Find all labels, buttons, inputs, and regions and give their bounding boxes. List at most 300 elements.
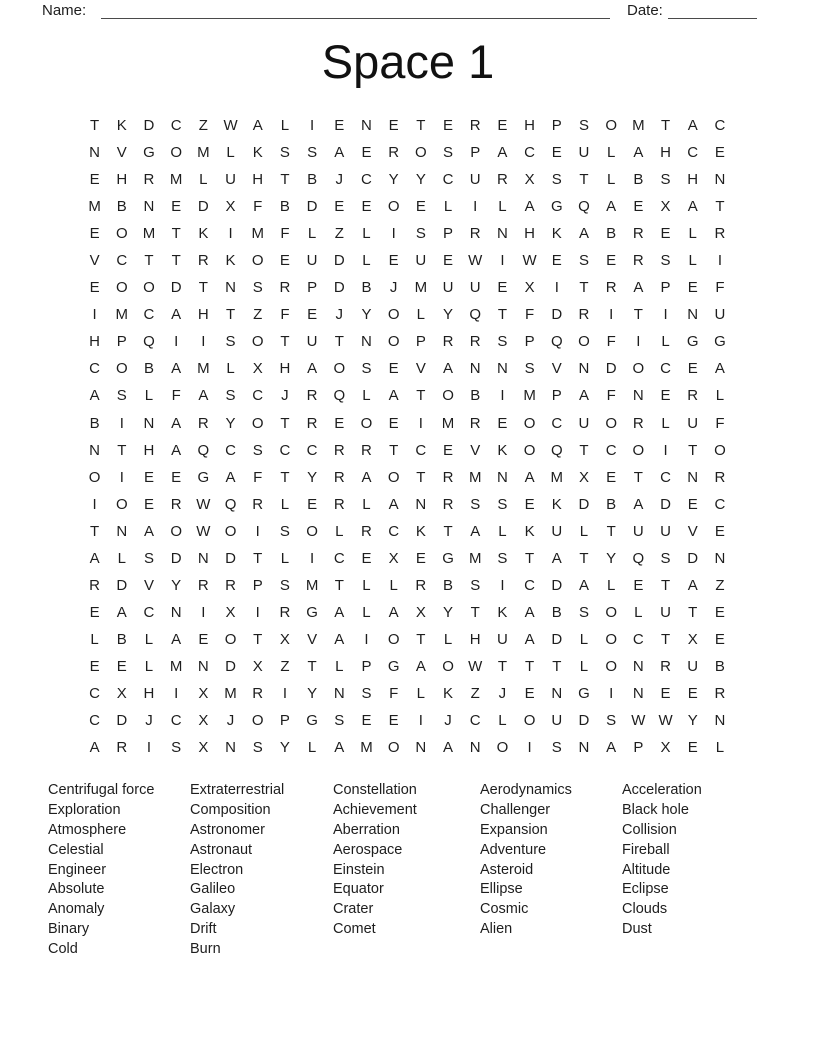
grid-cell: D	[197, 198, 209, 216]
grid-cell: S	[415, 225, 426, 243]
grid-cell: A	[524, 198, 535, 216]
grid-cell: A	[171, 630, 182, 648]
grid-cell: D	[687, 549, 699, 567]
grid-cell: J	[498, 685, 507, 702]
grid-cell: A	[361, 468, 372, 486]
grid-cell: Q	[143, 333, 155, 351]
grid-cell: S	[361, 360, 372, 378]
grid-cell: S	[578, 117, 589, 135]
grid-cell: D	[551, 576, 563, 594]
grid-cell: R	[415, 576, 427, 594]
grid-cell: F	[253, 468, 263, 486]
grid-cell: I	[310, 549, 315, 567]
word-item: Comet	[333, 921, 376, 938]
name-label: Name:	[42, 2, 87, 19]
grid-cell: O	[442, 387, 454, 405]
grid-cell: E	[415, 198, 426, 216]
grid-cell: E	[388, 117, 399, 135]
grid-cell: Q	[333, 387, 346, 405]
grid-cell: L	[606, 576, 616, 594]
grid-cell: U	[469, 171, 481, 189]
grid-cell: A	[334, 630, 345, 648]
grid-cell: H	[524, 225, 536, 243]
grid-cell: A	[89, 739, 100, 757]
grid-cell: I	[255, 603, 260, 621]
grid-cell: A	[116, 603, 127, 621]
grid-cell: X	[687, 630, 698, 648]
grid-cell: N	[578, 739, 590, 757]
grid-cell: Z	[334, 225, 344, 243]
grid-cell: A	[606, 198, 617, 216]
grid-cell: L	[688, 225, 697, 243]
grid-cell: P	[116, 333, 127, 351]
grid-cell: Z	[280, 657, 290, 675]
grid-cell: R	[252, 685, 264, 702]
grid-cell: C	[442, 171, 454, 189]
grid-cell: D	[551, 306, 563, 324]
grid-cell: C	[143, 603, 155, 621]
grid-cell: T	[280, 414, 290, 432]
grid-cell: O	[251, 712, 264, 730]
grid-cell: F	[606, 387, 616, 405]
grid-cell: L	[606, 171, 616, 189]
grid-cell: L	[280, 117, 290, 135]
grid-cell: N	[551, 685, 563, 702]
grid-cell: B	[443, 576, 454, 594]
grid-cell: T	[579, 171, 589, 189]
grid-cell: E	[524, 495, 535, 513]
grid-cell: E	[606, 468, 617, 486]
grid-cell: A	[171, 306, 182, 324]
grid-cell: Y	[361, 306, 372, 324]
grid-cell: E	[443, 252, 454, 270]
grid-cell: X	[660, 739, 671, 757]
grid-cell: A	[524, 630, 535, 648]
grid-cell: Q	[550, 441, 563, 459]
grid-cell: S	[252, 739, 263, 757]
grid-cell: X	[252, 657, 263, 675]
grid-cell: T	[171, 225, 181, 243]
word-item: Galaxy	[190, 901, 236, 918]
grid-cell: U	[442, 279, 454, 297]
grid-cell: K	[225, 252, 236, 270]
word-item: Altitude	[622, 861, 671, 878]
grid-cell: A	[225, 468, 236, 486]
grid-cell: O	[170, 522, 182, 540]
grid-cell: S	[551, 739, 562, 757]
grid-cell: L	[335, 657, 344, 675]
word-item: Exploration	[48, 801, 121, 818]
grid-cell: M	[550, 468, 564, 486]
grid-cell: E	[714, 603, 725, 621]
grid-cell: E	[660, 685, 671, 702]
grid-cell: T	[117, 441, 127, 459]
grid-cell: D	[605, 360, 617, 378]
grid-cell: E	[361, 549, 372, 567]
grid-cell: G	[442, 549, 454, 567]
grid-cell: T	[253, 630, 263, 648]
grid-cell: I	[500, 576, 505, 594]
grid-cell: C	[415, 441, 427, 459]
grid-cell: L	[498, 198, 507, 216]
word-item: Centrifugal force	[48, 782, 155, 798]
grid-cell: I	[228, 225, 233, 243]
date-fill-line	[668, 0, 757, 19]
grid-cell: I	[609, 685, 614, 702]
grid-cell: K	[524, 522, 535, 540]
grid-cell: Y	[307, 685, 318, 702]
grid-cell: M	[88, 198, 101, 216]
grid-cell: C	[225, 441, 236, 459]
grid-cell: P	[252, 576, 263, 594]
grid-cell: A	[89, 387, 100, 405]
grid-cell: T	[171, 252, 181, 270]
grid-cell: N	[415, 495, 427, 513]
grid-cell: L	[579, 657, 589, 675]
grid-cell: P	[524, 333, 535, 351]
grid-cell: R	[578, 306, 590, 324]
grid-cell: I	[663, 441, 668, 459]
grid-cell: H	[660, 144, 671, 162]
grid-cell: M	[197, 144, 210, 162]
grid-cell: D	[578, 712, 590, 730]
grid-cell: N	[116, 522, 128, 540]
grid-cell: S	[578, 603, 589, 621]
grid-cell: J	[281, 387, 289, 405]
grid-cell: S	[497, 333, 508, 351]
grid-cell: T	[225, 306, 236, 324]
grid-cell: D	[306, 198, 318, 216]
word-item: Celestial	[48, 841, 104, 858]
grid-cell: S	[470, 576, 481, 594]
word-item: Achievement	[333, 801, 417, 818]
grid-cell: T	[633, 468, 643, 486]
grid-cell: T	[144, 252, 154, 270]
grid-cell: T	[470, 603, 480, 621]
grid-cell: C	[551, 414, 563, 432]
grid-cell: L	[579, 522, 589, 540]
grid-cell: E	[89, 657, 100, 675]
word-item: Electron	[190, 861, 244, 878]
grid-cell: T	[334, 333, 344, 351]
grid-cell: G	[686, 333, 699, 351]
grid-cell: S	[252, 441, 263, 459]
grid-cell: E	[89, 279, 100, 297]
grid-cell: N	[496, 360, 508, 378]
grid-cell: N	[469, 739, 481, 757]
grid-cell: O	[387, 630, 400, 648]
grid-cell: D	[333, 252, 345, 270]
word-column	[333, 781, 417, 940]
grid-cell: A	[524, 603, 535, 621]
grid-cell: Z	[198, 117, 208, 135]
grid-cell: O	[387, 333, 400, 351]
grid-cell: E	[198, 630, 209, 648]
grid-cell: L	[661, 414, 670, 432]
grid-cell: T	[389, 441, 399, 459]
grid-cell: X	[388, 549, 399, 567]
grid-cell: M	[115, 306, 129, 324]
grid-cell: X	[116, 685, 127, 702]
grid-cell: R	[306, 387, 318, 405]
grid-cell: T	[633, 306, 643, 324]
grid-cell: B	[606, 225, 617, 243]
grid-cell: E	[334, 117, 345, 135]
word-item: Fireball	[622, 841, 670, 858]
grid-cell: S	[443, 144, 454, 162]
grid-cell: Z	[715, 576, 725, 594]
grid-cell: A	[443, 739, 454, 757]
grid-cell: B	[361, 279, 372, 297]
grid-cell: R	[252, 495, 264, 513]
grid-cell: J	[145, 712, 153, 730]
grid-cell: R	[197, 252, 209, 270]
grid-cell: S	[660, 549, 671, 567]
word-item: Absolute	[48, 881, 105, 898]
grid-cell: O	[143, 279, 155, 297]
grid-cell: F	[715, 414, 725, 432]
word-item: Alien	[480, 921, 513, 938]
word-column	[622, 781, 702, 940]
grid-cell: B	[633, 171, 644, 189]
grid-cell: O	[115, 225, 128, 243]
grid-cell: C	[605, 441, 617, 459]
word-item: Astronaut	[190, 841, 253, 858]
word-item: Equator	[333, 881, 384, 898]
grid-cell: A	[714, 360, 725, 378]
grid-cell: I	[255, 522, 260, 540]
grid-cell: T	[497, 306, 507, 324]
grid-cell: B	[116, 198, 127, 216]
grid-cell: K	[551, 225, 562, 243]
grid-cell: U	[660, 603, 671, 621]
grid-cell: T	[660, 630, 671, 648]
grid-cell: S	[470, 495, 481, 513]
grid-cell: I	[500, 387, 505, 405]
grid-cell: L	[715, 387, 725, 405]
grid-cell: I	[174, 333, 179, 351]
grid-cell: A	[143, 522, 154, 540]
grid-cell: M	[414, 279, 428, 297]
grid-cell: L	[606, 144, 616, 162]
grid-cell: R	[442, 333, 454, 351]
grid-cell: L	[362, 252, 371, 270]
word-item: Clouds	[622, 901, 668, 918]
grid-cell: N	[714, 549, 726, 567]
grid-cell: O	[523, 414, 536, 432]
grid-cell: C	[89, 360, 101, 378]
grid-cell: W	[468, 657, 483, 675]
grid-cell: U	[496, 630, 508, 648]
grid-cell: E	[279, 252, 290, 270]
grid-cell: T	[280, 171, 290, 189]
grid-cell: E	[143, 495, 154, 513]
grid-cell: O	[387, 306, 400, 324]
grid-cell: A	[171, 441, 182, 459]
grid-cell: T	[660, 576, 671, 594]
grid-cell: H	[469, 630, 481, 648]
grid-cell: Q	[578, 198, 590, 216]
grid-cell: T	[443, 522, 453, 540]
grid-cell: C	[660, 360, 671, 378]
grid-cell: I	[717, 252, 722, 270]
grid-cell: U	[687, 657, 699, 675]
grid-cell: D	[551, 630, 563, 648]
grid-cell: L	[144, 630, 154, 648]
grid-cell: O	[605, 117, 617, 135]
grid-cell: E	[388, 360, 399, 378]
grid-cell: O	[387, 468, 400, 486]
grid-cell: O	[496, 739, 509, 757]
grid-cell: X	[279, 630, 290, 648]
grid-cell: N	[170, 603, 182, 621]
grid-cell: R	[361, 522, 372, 540]
grid-cell: L	[280, 549, 290, 567]
grid-cell: Z	[253, 306, 263, 324]
word-item: Constellation	[333, 782, 417, 798]
grid-cell: O	[115, 360, 128, 378]
grid-cell: P	[551, 117, 562, 135]
grid-cell: A	[633, 144, 644, 162]
grid-cell: E	[660, 225, 671, 243]
grid-cell: C	[333, 549, 345, 567]
grid-cell: R	[469, 225, 481, 243]
grid-cell: M	[360, 739, 373, 757]
grid-cell: S	[225, 333, 236, 351]
grid-cell: D	[660, 495, 671, 513]
grid-cell: F	[389, 685, 399, 702]
grid-cell: R	[361, 441, 372, 459]
grid-cell: O	[251, 414, 264, 432]
grid-cell: I	[92, 495, 97, 513]
grid-cell: O	[88, 468, 101, 486]
grid-cell: L	[362, 576, 371, 594]
grid-cell: Q	[469, 306, 482, 324]
grid-cell: C	[89, 685, 101, 702]
grid-cell: Y	[307, 468, 318, 486]
grid-cell: T	[307, 657, 317, 675]
grid-cell: N	[143, 414, 155, 432]
grid-cell: Q	[197, 441, 210, 459]
grid-cell: Y	[388, 171, 399, 189]
grid-cell: U	[551, 712, 563, 730]
grid-cell: B	[279, 198, 290, 216]
word-column	[190, 781, 284, 960]
grid-cell: C	[524, 576, 536, 594]
grid-cell: E	[687, 685, 698, 702]
grid-cell: I	[554, 279, 559, 297]
grid-cell: X	[198, 712, 209, 730]
grid-cell: E	[388, 252, 399, 270]
grid-cell: L	[661, 333, 670, 351]
grid-cell: A	[388, 387, 399, 405]
grid-cell: R	[442, 495, 454, 513]
grid-cell: S	[524, 360, 535, 378]
grid-cell: M	[468, 549, 482, 567]
grid-cell: S	[497, 549, 508, 567]
grid-cell: K	[551, 495, 562, 513]
grid-cell: E	[443, 441, 454, 459]
grid-cell: C	[469, 712, 481, 730]
grid-cell: O	[333, 360, 346, 378]
grid-cell: L	[90, 630, 99, 648]
grid-cell: F	[280, 225, 290, 243]
word-item: Galileo	[190, 881, 236, 898]
grid-cell: L	[362, 387, 371, 405]
grid-cell: U	[714, 306, 726, 324]
grid-cell: L	[389, 576, 398, 594]
grid-cell: A	[578, 387, 589, 405]
grid-cell: E	[171, 468, 182, 486]
word-item: Expansion	[480, 821, 548, 838]
grid-cell: X	[415, 603, 426, 621]
grid-cell: A	[443, 360, 454, 378]
grid-cell: K	[198, 225, 209, 243]
grid-cell: N	[687, 306, 699, 324]
word-list	[0, 781, 816, 981]
grid-cell: O	[360, 414, 373, 432]
grid-cell: A	[89, 549, 100, 567]
grid-cell: R	[279, 603, 291, 621]
grid-cell: F	[525, 306, 535, 324]
grid-cell: X	[252, 360, 263, 378]
grid-cell: T	[253, 549, 263, 567]
grid-cell: R	[388, 144, 400, 162]
grid-cell: I	[92, 306, 97, 324]
grid-cell: U	[551, 522, 563, 540]
word-item: Cosmic	[480, 901, 529, 918]
grid-cell: O	[605, 603, 617, 621]
grid-cell: T	[606, 522, 616, 540]
grid-cell: E	[388, 712, 399, 730]
grid-cell: O	[415, 144, 427, 162]
grid-cell: A	[334, 739, 345, 757]
grid-cell: A	[252, 117, 263, 135]
grid-cell: C	[170, 117, 182, 135]
grid-cell: B	[470, 387, 481, 405]
word-item: Anomaly	[48, 901, 105, 918]
grid-cell: P	[470, 144, 481, 162]
grid-cell: C	[388, 522, 400, 540]
grid-cell: E	[361, 712, 372, 730]
grid-cell: X	[578, 468, 589, 486]
grid-cell: S	[551, 171, 562, 189]
grid-cell: E	[89, 171, 100, 189]
grid-cell: S	[361, 685, 372, 702]
grid-cell: E	[633, 576, 644, 594]
puzzle-title: Space 1	[321, 35, 495, 88]
grid-cell: R	[714, 225, 726, 243]
grid-cell: Z	[470, 685, 480, 702]
grid-cell: I	[201, 333, 206, 351]
grid-cell: M	[305, 576, 319, 594]
grid-cell: H	[687, 171, 699, 189]
grid-cell: N	[496, 225, 508, 243]
grid-cell: U	[306, 333, 318, 351]
grid-cell: E	[660, 387, 671, 405]
grid-cell: N	[632, 685, 644, 702]
grid-cell: I	[174, 685, 179, 702]
grid-cell: H	[116, 171, 128, 189]
grid-cell: P	[415, 333, 426, 351]
grid-cell: L	[226, 360, 235, 378]
grid-cell: Y	[279, 739, 290, 757]
grid-cell: L	[579, 630, 589, 648]
grid-cell: I	[527, 739, 532, 757]
grid-cell: C	[306, 441, 318, 459]
grid-cell: D	[143, 117, 155, 135]
grid-cell: M	[169, 657, 183, 675]
